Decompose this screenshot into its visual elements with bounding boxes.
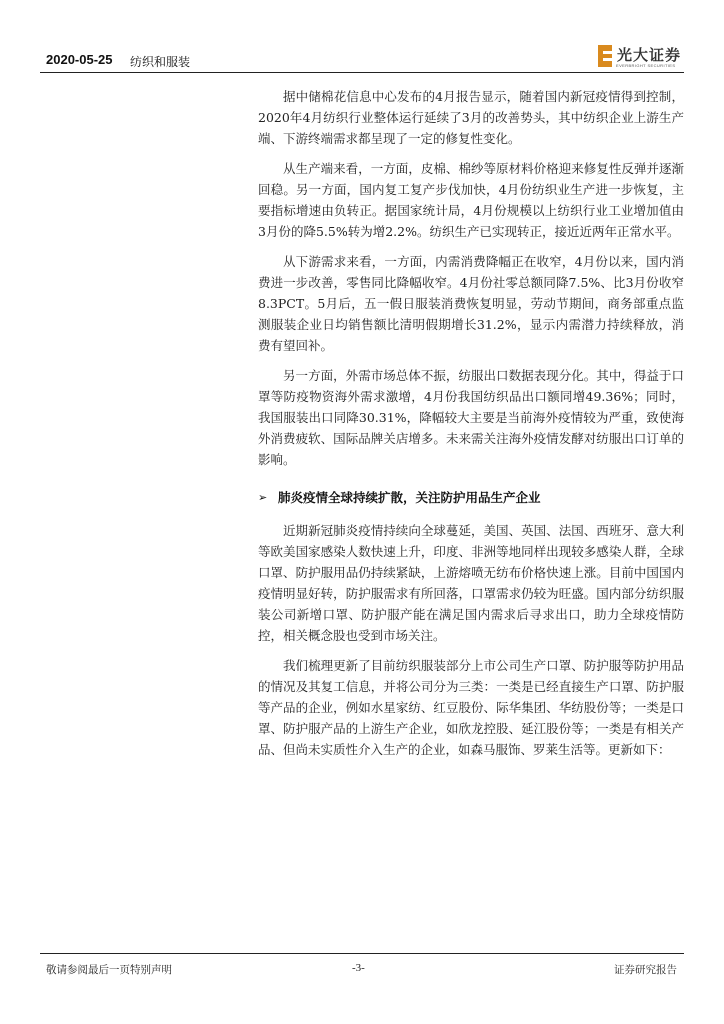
body-paragraph: 另一方面，外需市场总体不振，纺服出口数据表现分化。其中，得益于口罩等防疫物资海外需求激增，4月份我国纺织品出口额同增49.36%；同时，我国服装出口同降30.31%，降幅较大主要是当前海外疫情较为严重，致使海外消费疲软、国际品牌关店增多。未来需关注海外疫情发酵对纺服出口订单的影响。 [258,368,684,467]
footer-report-type: 证券研究报告 [614,964,677,976]
header-date: 2020-05-25 [46,52,113,67]
footer-divider [40,953,684,954]
body-paragraph: 从下游需求来看，一方面，内需消费降幅正在收窄，4月份以来，国内消费进一步改善，零售同比降幅收窄。4月份社零总额同降7.5%、比3月份收窄8.3PCT。5月后，五一假日服装消费恢复明显，劳动节期间，商务部重点监测服装企业日均销售额比清明假期增长31.2%，显示内需潜力持续释放，消费有望回补。 [258,254,684,353]
header-industry: 纺织和服装 [130,55,191,69]
footer-disclaimer: 敬请参阅最后一页特别声明 [46,964,172,976]
header-divider [40,72,684,73]
logo-mark-icon [598,45,612,67]
report-body [258,86,684,769]
body-paragraph: 从生产端来看，一方面，皮棉、棉纱等原材料价格迎来修复性反弹并逐渐回稳。另一方面，国内复工复产步伐加快，4月份纺织业生产进一步恢复，主要指标增速由负转正。据国家统计局，4月份规模以上纺织行业工业增加值由3月份的降5.5%转为增2.2%。纺织生产已实现转正，接近近两年正常水平。 [258,161,684,239]
page-number: -3- [352,962,365,974]
section-heading-text: 肺炎疫情全球持续扩散，关注防护用品生产企业 [278,490,541,505]
section-heading [258,488,684,508]
body-paragraph: 我们梳理更新了目前纺织服装部分上市公司生产口罩、防护服等防护用品的情况及其复工信息，并将公司分为三类：一类是已经直接生产口罩、防护服等产品的企业，例如水星家纺、红豆股份、际华集团、华纺股份等；一类是口罩、防护服产品的上游生产企业，如欣龙控股、延江股份等；一类是有相关产品、但尚未实质性介入生产的企业，如森马服饰、罗莱生活等。更新如下： [258,658,684,757]
arrow-bullet-icon: ➢ [258,491,268,504]
company-logo [598,44,684,70]
logo-chinese-name: 光大证券 [617,46,682,64]
logo-english-name: EVERBRIGHT SECURITIES [616,63,676,68]
body-paragraph: 近期新冠肺炎疫情持续向全球蔓延，美国、英国、法国、西班牙、意大利等欧美国家感染人数快速上升，印度、非洲等地同样出现较多感染人群，全球口罩、防护服用品仍持续紧缺，上游熔喷无纺布价格快速上涨。目前中国国内疫情明显好转，防护服需求有所回落，口罩需求仍较为旺盛。国内部分纺织服装公司新增口罩、防护服产能在满足国内需求后寻求出口，助力全球疫情防控，相关概念股也受到市场关注。 [258,523,684,643]
body-paragraph: 据中储棉花信息中心发布的4月报告显示，随着国内新冠疫情得到控制，2020年4月纺织行业整体运行延续了3月的改善势头，其中纺织企业上游生产端、下游终端需求都呈现了一定的修复性变化。 [258,89,684,146]
